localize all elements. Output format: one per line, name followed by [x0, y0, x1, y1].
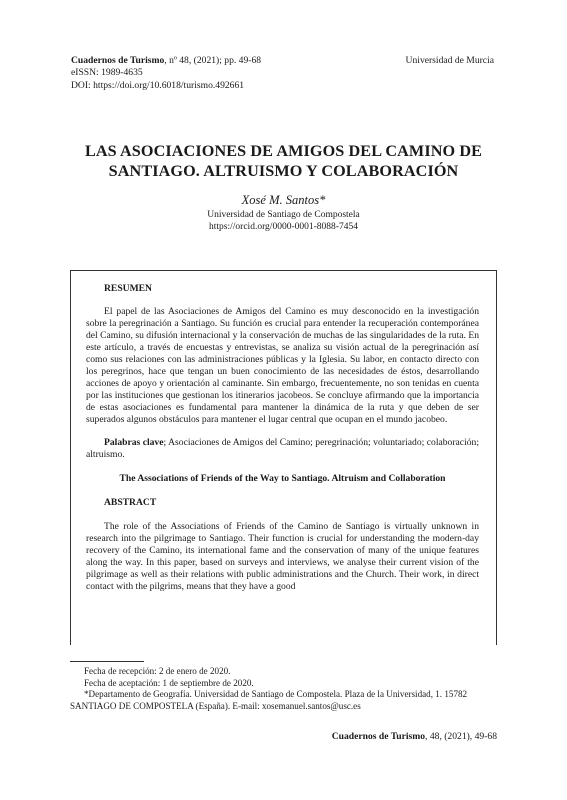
resumen-heading: RESUMEN — [104, 283, 152, 294]
footnote-address-1: *Departamento de Geografía. Universidad de Santiago de Compostela. Plaza de la Universidad, 1. 15782 — [84, 689, 468, 700]
title-line-1: LAS ASOCIACIONES DE AMIGOS DEL CAMINO DE — [84, 142, 483, 160]
journal-header — [71, 55, 371, 92]
keywords — [86, 437, 479, 461]
page-footer — [332, 731, 497, 743]
journal-citation: , nº 48, (2021); pp. 49-68 — [164, 55, 262, 66]
footnote-address-2: SANTIAGO DE COMPOSTELA (España). E-mail: xosemanuel.santos@usc.es — [70, 700, 361, 711]
journal-name: Cuadernos de Turismo — [71, 55, 165, 66]
keywords-list: ; Asociaciones de Amigos del Camino; peregrinación; voluntariado; colaboración; altruismo. — [86, 437, 479, 461]
footer-citation: , 48, (2021), 49-68 — [425, 731, 497, 742]
affiliation: Universidad de Santiago de Compostela — [207, 210, 360, 220]
footnote-received: Fecha de recepción: 2 de enero de 2020. — [84, 666, 231, 676]
footer-journal: Cuadernos de Turismo — [331, 731, 426, 742]
abstract-text: The role of the Associations of Friends of the Camino de Santiago is virtually unknown in research into the pilgrimage to Santiago. Their function is crucial for understanding the modern-day recovery of the Camino, its international fame and the conservation of many of the unique features along the way. In this paper, based on surveys and interviews, we analyse their current vision of the pilgrimage as well as their relations with public administrations and the Church. Their work, in direct contact with the pilgrims, means that they have a good — [86, 521, 479, 593]
abstract-content — [86, 283, 479, 593]
article-title — [70, 141, 497, 181]
footnote-accepted: Fecha de aceptación: 1 de septiembre de 2020. — [84, 677, 254, 688]
citation-line — [71, 55, 371, 67]
author-name: Xosé M. Santos* — [241, 193, 326, 207]
resumen-text: El papel de las Asociaciones de Amigos del Camino es muy desconocido en la investigación sobre la peregrinación a Santiago. Su función es crucial para entender la recuperación contemporánea del Camino, su difusión internacional y la conservación de muchas de las singularidades de la ruta. En este artículo, a través de encuestas y entrevistas, se analiza su visión actual de la peregrinación así como sus relaciones con las administraciones públicas y la Iglesia. Su labor, en contacto directo con los peregrinos, hace que tengan un buen conocimiento de las necesidades de éstos, desarrollando acciones de apoyo y orientación al caminante. Sin embargo, frecuentemente, no son tenidas en cuenta por las instituciones que gestionan los itinerarios jacobeos. Se concluye afirmando que la importancia de estas asociaciones es fundamental para mantener la dinámica de la ruta y que deben de ser superados algunos obstáculos para mantener el lugar central que ocupan en el mundo jacobeo. — [86, 305, 479, 425]
english-title: The Associations of Friends of the Way to Santiago. Altruism and Collaboration — [119, 473, 446, 485]
footnotes — [70, 666, 497, 712]
orcid-link[interactable]: https://orcid.org/0000-0001-8088-7454 — [209, 222, 358, 232]
publisher: Universidad de Murcia — [405, 55, 494, 66]
author-affiliation — [70, 209, 497, 233]
title-line-2: SANTIAGO. ALTRUISMO Y COLABORACIÓN — [108, 162, 459, 180]
eissn: eISSN: 1989-4635 — [71, 67, 143, 79]
abstract-heading: ABSTRACT — [104, 497, 157, 509]
doi-link[interactable]: DOI: https://doi.org/10.6018/turismo.492661 — [71, 79, 245, 91]
footnote-rule — [70, 661, 144, 662]
keywords-label: Palabras clave — [104, 437, 164, 449]
